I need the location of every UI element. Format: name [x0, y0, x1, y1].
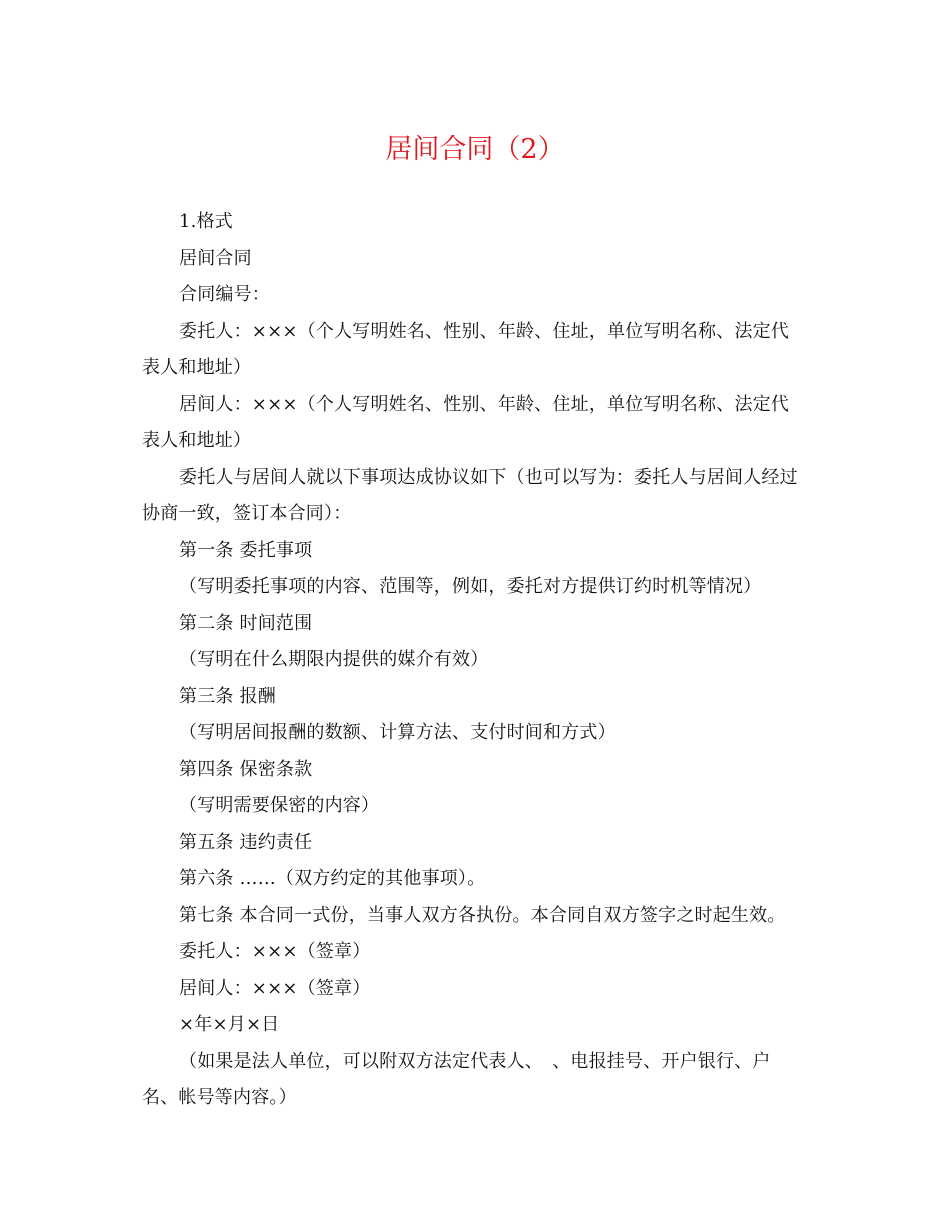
article-3-heading: 第三条 报酬: [179, 685, 276, 707]
article-1-note: （写明委托事项的内容、范围等，例如，委托对方提供订约时机等情况）: [179, 576, 762, 597]
article-5-heading: 第五条 违约责任: [179, 831, 313, 853]
article-6-heading: 第六条 ……（双方约定的其他事项）。: [179, 868, 486, 889]
intermediary-party-line: 居间人：×××（个人写明姓名、性别、年龄、住址，单位写明名称、法定代表人和地址）: [142, 393, 790, 451]
client-party-line: 委托人：×××（个人写明姓名、性别、年龄、住址，单位写明名称、法定代表人和地址）: [142, 320, 790, 378]
contract-number-line: 合同编号：: [179, 284, 270, 305]
date-line: ×年×月×日: [179, 1014, 280, 1035]
article-2-heading: 第二条 时间范围: [179, 612, 313, 634]
agreement-preamble: 委托人与居间人就以下事项达成协议如下（也可以写为：委托人与居间人经过协商一致，签订本合同）：: [142, 466, 798, 524]
article-7-heading: 第七条 本合同一式份，当事人双方各执份。本合同自双方签字之时起生效。: [179, 904, 786, 926]
intermediary-signature-line: 居间人：×××（签章）: [179, 977, 371, 999]
article-4-note: （写明需要保密的内容）: [179, 795, 380, 816]
article-3-note: （写明居间报酬的数额、计算方法、支付时间和方式）: [179, 722, 616, 743]
document-title: 居间合同（2）: [385, 134, 565, 165]
section-format-heading: 1.格式: [179, 211, 233, 232]
closing-note: （如果是法人单位，可以附双方法定代表人、 、电报挂号、开户银行、户名、帐号等内容。）: [142, 1050, 771, 1108]
client-signature-line: 委托人：×××（签章）: [179, 941, 371, 962]
document-body: [142, 204, 802, 1117]
contract-name: 居间合同: [179, 247, 252, 269]
article-4-heading: 第四条 保密条款: [179, 758, 313, 780]
article-2-note: （写明在什么期限内提供的媒介有效）: [179, 649, 489, 670]
article-1-heading: 第一条 委托事项: [179, 539, 313, 561]
